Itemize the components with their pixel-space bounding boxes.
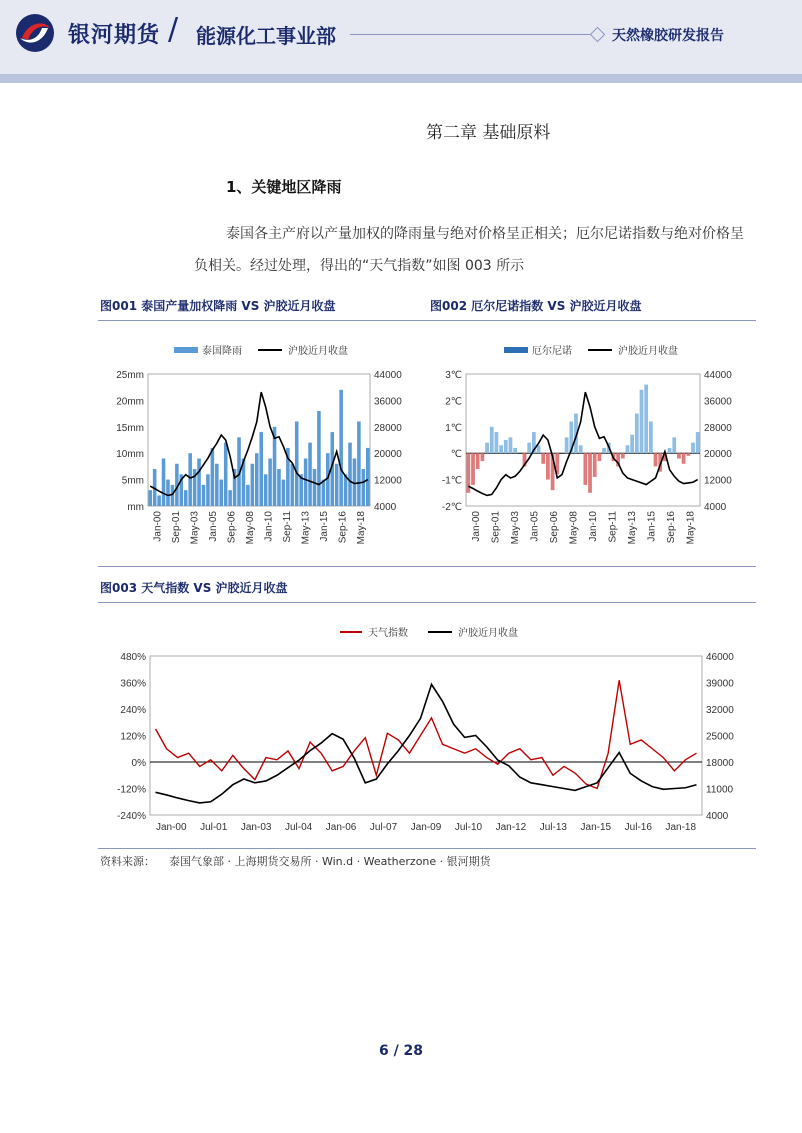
- enso-positive-bar: [527, 443, 531, 454]
- x-axis-tick-label: Jan-10: [587, 511, 599, 542]
- enso-positive-bar: [509, 437, 513, 453]
- enso-positive-bar: [499, 445, 503, 453]
- rain-bar: [184, 490, 188, 506]
- right-axis-tick-label: 46000: [706, 652, 734, 663]
- x-axis-tick-label: May-03: [189, 511, 201, 545]
- x-axis-tick-label: May-18: [685, 511, 697, 545]
- rain-bar: [211, 448, 215, 506]
- x-axis-tick-label: Jul-13: [539, 822, 568, 833]
- enso-positive-bar: [649, 422, 653, 454]
- page-header: [0, 0, 802, 74]
- rain-bar: [308, 443, 312, 506]
- enso-positive-bar: [644, 385, 648, 454]
- chapter-title: 第二章 基础原料: [426, 123, 551, 143]
- enso-positive-bar: [602, 448, 606, 453]
- x-axis-tick-label: Jan-05: [207, 511, 219, 542]
- right-axis-tick-label: 32000: [706, 705, 734, 716]
- right-axis-tick-label: 4000: [374, 502, 397, 513]
- right-axis-tick-label: 18000: [706, 758, 734, 769]
- source-label: 资料来源：: [100, 855, 155, 868]
- x-axis-tick-label: May-08: [244, 511, 256, 545]
- left-axis-tick-label: ℃: [450, 449, 462, 461]
- x-axis-tick-label: Sep-11: [607, 511, 619, 543]
- x-axis-tick-label: Jan-06: [325, 822, 357, 833]
- left-axis-tick-label: 360%: [120, 678, 146, 690]
- left-axis-tick-label: 0%: [131, 758, 146, 769]
- report-title: 天然橡胶研发报告: [612, 28, 724, 44]
- x-axis-tick-label: Jan-03: [240, 822, 272, 833]
- plot-frame: [150, 656, 702, 815]
- enso-positive-bar: [504, 440, 508, 453]
- right-axis-tick-label: 20000: [704, 449, 732, 461]
- left-axis-tick-label: 10mm: [116, 449, 144, 461]
- enso-negative-bar: [598, 453, 602, 461]
- source-note: [100, 853, 491, 869]
- rain-bar: [344, 474, 348, 506]
- rain-bar: [166, 480, 170, 506]
- left-axis-tick-label: 25mm: [116, 370, 144, 381]
- header-bar: [0, 74, 802, 83]
- enso-positive-bar: [495, 432, 499, 453]
- right-axis-tick-label: 4000: [706, 811, 729, 822]
- enso-negative-bar: [654, 453, 658, 466]
- x-axis-tick-label: Jul-16: [624, 822, 652, 833]
- rain-bar: [251, 464, 255, 506]
- enso-negative-bar: [471, 453, 475, 485]
- rain-bar: [322, 480, 326, 506]
- x-axis-tick-label: Jan-05: [529, 511, 541, 542]
- rain-bar: [162, 458, 166, 506]
- enso-negative-bar: [588, 453, 592, 493]
- left-axis-tick-label: 20mm: [116, 396, 144, 408]
- enso-positive-bar: [635, 414, 639, 454]
- rain-bar: [206, 474, 210, 506]
- enso-positive-bar: [640, 390, 644, 453]
- right-axis-tick-label: 12000: [374, 475, 402, 487]
- enso-negative-bar: [476, 453, 480, 469]
- x-axis-tick-label: Jan-09: [410, 822, 442, 833]
- x-axis-tick-label: May-13: [626, 511, 638, 545]
- rain-bar: [304, 458, 308, 506]
- legend-label-series-2: 沪胶近月收盘: [288, 346, 348, 357]
- rain-bar: [259, 432, 263, 506]
- enso-negative-bar: [686, 453, 690, 456]
- page-number: 6 / 28: [378, 1043, 424, 1059]
- rain-bar: [291, 464, 295, 506]
- left-axis-tick-label: -1℃: [441, 475, 462, 487]
- left-axis-tick-label: 5mm: [121, 475, 144, 487]
- rain-bar: [277, 469, 281, 506]
- x-axis-tick-label: Jan-00: [152, 511, 164, 542]
- x-axis-tick-label: Jul-01: [200, 822, 228, 833]
- section-title: 1、关键地区降雨: [226, 178, 342, 196]
- legend-swatch-series-1: [174, 347, 198, 353]
- enso-positive-bar: [696, 432, 700, 453]
- chart-rain-vs-price: [98, 330, 418, 560]
- x-axis-tick-label: May-13: [300, 511, 312, 545]
- x-axis-tick-label: Jan-18: [665, 822, 697, 833]
- x-axis-tick-label: Sep-06: [226, 511, 238, 544]
- left-axis-tick-label: -120%: [117, 784, 146, 796]
- rain-bar: [317, 411, 321, 506]
- figure-top-rule: [98, 320, 756, 321]
- right-axis-tick-label: 28000: [704, 422, 732, 434]
- left-axis-tick-label: 15mm: [116, 422, 144, 434]
- x-axis-tick-label: Jan-15: [580, 822, 612, 833]
- left-axis-tick-label: 2℃: [445, 396, 462, 408]
- chart-enso-vs-price: [428, 330, 748, 560]
- right-axis-tick-label: 39000: [706, 678, 734, 690]
- rain-bar: [282, 480, 286, 506]
- plot-frame: [466, 374, 700, 506]
- figure-3-rule: [98, 602, 756, 603]
- header-divider: [350, 34, 590, 35]
- x-axis-tick-label: Sep-11: [281, 511, 293, 543]
- x-axis-tick-label: May-18: [355, 511, 367, 545]
- right-axis-tick-label: 36000: [704, 396, 732, 408]
- right-axis-tick-label: 20000: [374, 449, 402, 461]
- x-axis-tick-label: Sep-01: [170, 511, 182, 544]
- figure-1-title: 图001 泰国产量加权降雨 VS 沪胶近月收盘: [100, 299, 336, 313]
- right-axis-tick-label: 44000: [374, 370, 402, 381]
- rain-bar: [197, 458, 201, 506]
- rain-bar: [219, 480, 223, 506]
- rain-bar: [268, 458, 272, 506]
- enso-positive-bar: [579, 445, 583, 453]
- left-axis-tick-label: 480%: [120, 652, 146, 663]
- right-axis-tick-label: 44000: [704, 370, 732, 381]
- x-axis-tick-label: Sep-16: [665, 511, 677, 544]
- legend-label-series-2: 沪胶近月收盘: [458, 628, 518, 639]
- figure-middle-rule: [98, 566, 756, 567]
- enso-negative-bar: [546, 453, 550, 479]
- right-axis-tick-label: 25000: [706, 731, 734, 743]
- figure-bottom-rule: [98, 848, 756, 849]
- left-axis-tick-label: 3℃: [445, 370, 462, 381]
- rain-bar: [224, 443, 228, 506]
- x-axis-tick-label: Sep-06: [548, 511, 560, 544]
- figure-2-title: 图002 厄尔尼诺指数 VS 沪胶近月收盘: [430, 299, 642, 313]
- x-axis-tick-label: Jan-00: [155, 822, 187, 833]
- right-axis-tick-label: 4000: [704, 502, 727, 513]
- rain-bar: [348, 443, 352, 506]
- enso-negative-bar: [621, 453, 625, 458]
- galaxy-futures-logo-icon: [14, 12, 56, 54]
- enso-positive-bar: [691, 443, 695, 454]
- x-axis-tick-label: Jul-10: [454, 822, 483, 833]
- department-name: 能源化工事业部: [196, 24, 336, 48]
- enso-positive-bar: [490, 427, 494, 453]
- enso-positive-bar: [668, 448, 672, 453]
- left-axis-tick-label: -240%: [117, 811, 146, 822]
- x-axis-tick-label: Sep-01: [490, 511, 502, 544]
- chart-weather-vs-price: [98, 612, 756, 844]
- x-axis-tick-label: Jan-15: [646, 511, 658, 542]
- enso-negative-bar: [677, 453, 681, 458]
- legend-label-series-1: 厄尔尼诺: [532, 346, 572, 357]
- rain-bar: [313, 469, 317, 506]
- x-axis-tick-label: Sep-16: [337, 511, 349, 544]
- legend-label-series-1: 天气指数: [368, 628, 408, 639]
- figure-3-title: 图003 天气指数 VS 沪胶近月收盘: [100, 581, 288, 595]
- price-line: [468, 392, 697, 495]
- rain-bar: [366, 448, 370, 506]
- rain-bar: [357, 422, 361, 506]
- rain-bar: [264, 474, 268, 506]
- rain-bar: [295, 422, 299, 506]
- enso-negative-bar: [481, 453, 485, 461]
- right-axis-tick-label: 28000: [374, 422, 402, 434]
- left-axis-tick-label: 240%: [120, 705, 146, 716]
- right-axis-tick-label: 36000: [374, 396, 402, 408]
- rain-bar: [157, 495, 161, 506]
- brand-name: 银河期货: [68, 23, 161, 48]
- diamond-icon: [590, 27, 606, 43]
- rain-bar: [246, 485, 250, 506]
- enso-negative-bar: [682, 453, 686, 464]
- weather-index-line: [156, 680, 697, 788]
- enso-positive-bar: [513, 448, 517, 453]
- rain-bar: [362, 469, 366, 506]
- rain-bar: [188, 453, 192, 506]
- enso-negative-bar: [583, 453, 587, 485]
- x-axis-tick-label: May-03: [509, 511, 521, 545]
- left-axis-tick-label: -2℃: [441, 502, 462, 513]
- x-axis-tick-label: Jan-15: [318, 511, 330, 542]
- rain-bar: [339, 390, 343, 506]
- x-axis-tick-label: Jan-00: [470, 511, 482, 542]
- header-slash: /: [168, 12, 179, 47]
- enso-positive-bar: [672, 437, 676, 453]
- x-axis-tick-label: Jul-04: [284, 822, 313, 833]
- left-axis-tick-label: 120%: [120, 731, 146, 743]
- x-axis-tick-label: Jan-10: [263, 511, 275, 542]
- body-paragraph: 泰国各主产府以产量加权的降雨量与绝对价格呈正相关；厄尔尼诺指数与绝对价格呈负相关。经过处理，得出的“天气指数”如图 003 所示: [194, 226, 744, 274]
- rain-bar: [215, 464, 219, 506]
- right-axis-tick-label: 12000: [704, 475, 732, 487]
- left-axis-tick-label: 1℃: [445, 422, 462, 434]
- x-axis-tick-label: Jul-07: [369, 822, 398, 833]
- source-text: 泰国气象部 · 上海期货交易所 · Win.d · Weatherzone · 银河期货: [169, 855, 491, 868]
- rain-bar: [335, 464, 339, 506]
- enso-negative-bar: [541, 453, 545, 464]
- rain-bar: [228, 490, 232, 506]
- legend-label-series-2: 沪胶近月收盘: [618, 346, 678, 357]
- enso-positive-bar: [630, 435, 634, 453]
- enso-positive-bar: [565, 437, 569, 453]
- enso-positive-bar: [485, 443, 489, 454]
- right-axis-tick-label: 11000: [706, 784, 734, 796]
- legend-label-series-1: 泰国降雨: [202, 346, 242, 357]
- enso-negative-bar: [593, 453, 597, 477]
- x-axis-tick-label: May-08: [568, 511, 580, 545]
- x-axis-tick-label: Jan-12: [495, 822, 527, 833]
- enso-positive-bar: [626, 445, 630, 453]
- legend-swatch-series-1: [504, 347, 528, 353]
- rain-bar: [148, 490, 152, 506]
- rain-bar: [255, 453, 259, 506]
- rain-bar: [202, 485, 206, 506]
- left-axis-tick-label: mm: [127, 502, 144, 513]
